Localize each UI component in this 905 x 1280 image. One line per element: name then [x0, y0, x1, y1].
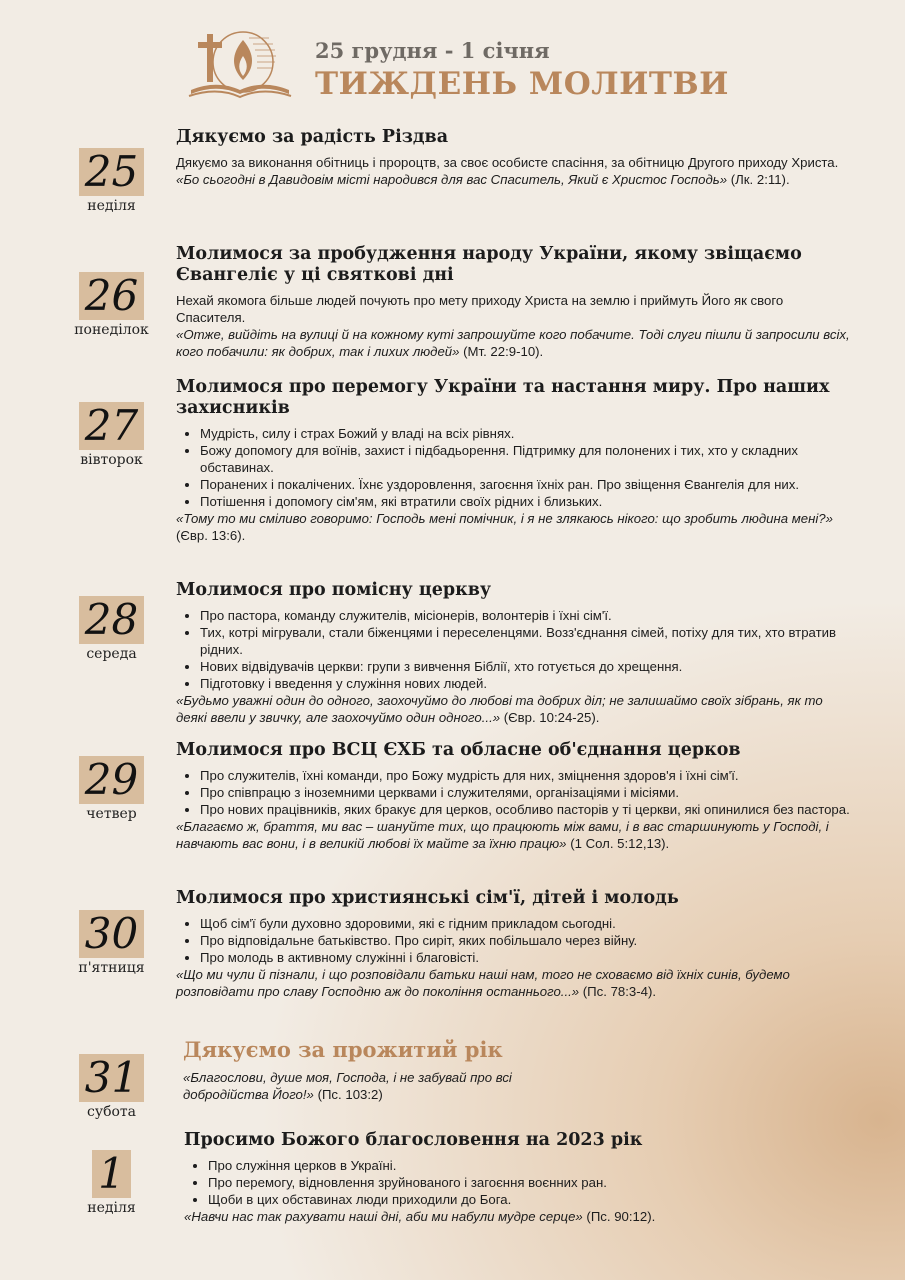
prayer-entry-27 [176, 377, 856, 544]
entry-heading: Молимося про ВСЦ ЄХБ та обласне об'єднання церков [176, 740, 741, 760]
entry-heading: Молимося про помісну церкву [176, 580, 492, 600]
prayer-entry-28 [176, 580, 856, 726]
entry-ref: (Лк. 2:11). [730, 172, 790, 187]
day-number: 25 [79, 148, 144, 196]
entry-quote: «Благаємо ж, браття, ми вас – шануйте тих, що працюють між вами, і в вас старшинують у Господі, і навчають вас вони, і в великій любові їх майте за їхню працю» (1 Сол. 5:12,13). [176, 819, 829, 851]
day-marker-27 [70, 402, 153, 468]
day-marker-31 [70, 1054, 153, 1120]
day-number: 30 [79, 910, 144, 958]
day-marker-28 [70, 596, 153, 662]
entry-list [184, 1157, 864, 1208]
list-item: • Про перемогу, відновлення зруйнованого і загоєння воєнних ран. [208, 1174, 864, 1191]
list-item: • Підготовку і введення у служіння нових людей. [200, 675, 856, 692]
day-name: понеділок [74, 322, 149, 338]
day-marker-26 [70, 272, 153, 338]
list-item: • Щоби в цих обставинах люди приходили до Бога. [208, 1191, 864, 1208]
entry-quote: «Бо сьогодні в Давидовім місті народився для вас Спаситель, Який є Христос Господь» (Лк. 2:11). [176, 172, 790, 187]
list-item: • Про служіння церков в Україні. [208, 1157, 864, 1174]
entry-quote: «Благослови, душе моя, Господа, і не забувай про всі добродійства Його!» (Пс. 103:2) [183, 1070, 512, 1102]
day-name: п'ятниця [78, 960, 145, 976]
list-item: • Про співпрацю з іноземними церквами і служителями, організаціями і місіями. [200, 784, 856, 801]
entry-ref: (Пс. 78:3-4). [582, 984, 657, 999]
entry-quote: «Будьмо уважні один до одного, заохочуймо до любові та добрих діл; не залишаймо своїх зібрань, як то деякі ввели у звичку, але заохочуймо один одного...» (Євр. 10:24-25). [176, 693, 823, 725]
day-name: середа [86, 646, 137, 662]
day-marker-30 [70, 910, 153, 976]
entry-quote: «Отже, вийдіть на вулиці й на кожному куті запрошуйте кого побачите. Тоді слуги пішли й запросили всіх, кого побачили: як добрих, так і лихих людей» (Мт. 22:9-10). [176, 327, 850, 359]
entry-ref: (Мт. 22:9-10). [463, 344, 544, 359]
entry-ref: (Пс. 103:2) [317, 1087, 383, 1102]
list-item: • Тих, котрі мігрували, стали біженцями і переселенцями. Возз'єднання сімей, потіху для тих, хто втратив рідних. [200, 624, 856, 658]
list-item: • Божу допомогу для воїнів, захист і підбадьорення. Підтримку для полонених і тих, хто у складних обставинах. [200, 442, 856, 476]
entry-list [176, 425, 856, 510]
header [185, 28, 785, 103]
header-title: ТИЖДЕНЬ МОЛИТВИ [315, 66, 729, 102]
entry-heading: Дякуємо за прожитий рік [183, 1037, 503, 1062]
day-name: неділя [87, 198, 136, 214]
list-item: • Поранених і покалічених. Їхнє уздоровлення, загоєння їхніх ран. Про звіщення Євангелія для них. [200, 476, 856, 493]
entry-list [176, 767, 856, 818]
entry-heading: Молимося про перемогу України та настання миру. Про наших захисників [176, 377, 830, 418]
list-item: • Потішення і допомогу сім'ям, які втратили своїх рідних і близьких. [200, 493, 856, 510]
entry-quote: «Що ми чули й пізнали, і що розповідали батьки наші нам, того не сховаємо від їхніх синів, будемо розповідати про славу Господню аж до покоління останнього...» (Пс. 78:3-4). [176, 967, 790, 999]
entry-heading: Молимося про християнські сім'ї, дітей і молодь [176, 888, 679, 908]
prayer-entry-29 [176, 740, 856, 852]
list-item: • Про відповідальне батьківство. Про сиріт, яких побільшало через війну. [200, 932, 856, 949]
entry-ref: (Євр. 13:6). [176, 528, 246, 543]
list-item: • Про молодь в активному служінні і благовісті. [200, 949, 856, 966]
day-marker-29 [70, 756, 153, 822]
entry-text: Нехай якомога більше людей почують про мету приходу Христа на землю і приймуть Його як свого Спасителя. [176, 293, 784, 325]
day-number: 31 [79, 1054, 144, 1102]
day-marker-25 [70, 148, 153, 214]
list-item: • Про пастора, команду служителів, місіонерів, волонтерів і їхні сім'ї. [200, 607, 856, 624]
entry-heading: Дякуємо за радість Різдва [176, 127, 449, 147]
day-name: субота [86, 1104, 137, 1120]
day-name: неділя [87, 1200, 136, 1216]
entry-text: Дякуємо за виконання обітниць і пророцтв, за своє особисте спасіння, за обітницю Другого приходу Христа. [176, 155, 839, 170]
day-number: 26 [79, 272, 144, 320]
day-number: 28 [79, 596, 144, 644]
entry-ref: (Пс. 90:12). [586, 1209, 656, 1224]
entry-heading: Молимося за пробудження народу України, якому звіщаємо Євангеліє у ці святкові дні [176, 244, 802, 285]
list-item: • Про служителів, їхні команди, про Божу мудрість для них, зміцнення здоров'я і їхні сім'ї. [200, 767, 856, 784]
prayer-entry-26 [176, 244, 856, 360]
list-item: • Нових відвідувачів церкви: групи з вивчення Біблії, хто готується до хрещення. [200, 658, 856, 675]
entry-list [176, 607, 856, 692]
day-marker-1 [70, 1150, 153, 1216]
entry-list [176, 915, 856, 966]
day-number: 1 [92, 1150, 131, 1198]
day-number: 29 [79, 756, 144, 804]
prayer-entry-30 [176, 888, 856, 1000]
prayer-entry-1 [184, 1130, 864, 1225]
cross-flame-bible-icon [185, 28, 295, 100]
entry-ref: (1 Сол. 5:12,13). [570, 836, 670, 851]
day-number: 27 [79, 402, 144, 450]
entry-heading: Просимо Божого благословення на 2023 рік [184, 1130, 643, 1150]
list-item: • Мудрість, силу і страх Божий у владі на всіх рівнях. [200, 425, 856, 442]
list-item: • Щоб сім'ї були духовно здоровими, які є гідним прикладом сьогодні. [200, 915, 856, 932]
prayer-entry-31 [183, 1037, 863, 1103]
day-name: вівторок [80, 452, 143, 468]
day-name: четвер [86, 806, 137, 822]
entry-quote: «Навчи нас так рахувати наші дні, аби ми набули мудре серце» (Пс. 90:12). [184, 1209, 656, 1224]
entry-ref: (Євр. 10:24-25). [503, 710, 600, 725]
entry-quote: «Тому то ми сміливо говоримо: Господь мені помічник, і я не злякаюсь нікого: що зробить людина мені?» (Євр. 13:6). [176, 511, 833, 543]
list-item: • Про нових працівників, яких бракує для церков, особливо пасторів у ті церкви, які опинилися без пастора. [200, 801, 856, 818]
header-subtitle: 25 грудня - 1 січня [315, 38, 550, 63]
prayer-entry-25 [176, 127, 856, 188]
